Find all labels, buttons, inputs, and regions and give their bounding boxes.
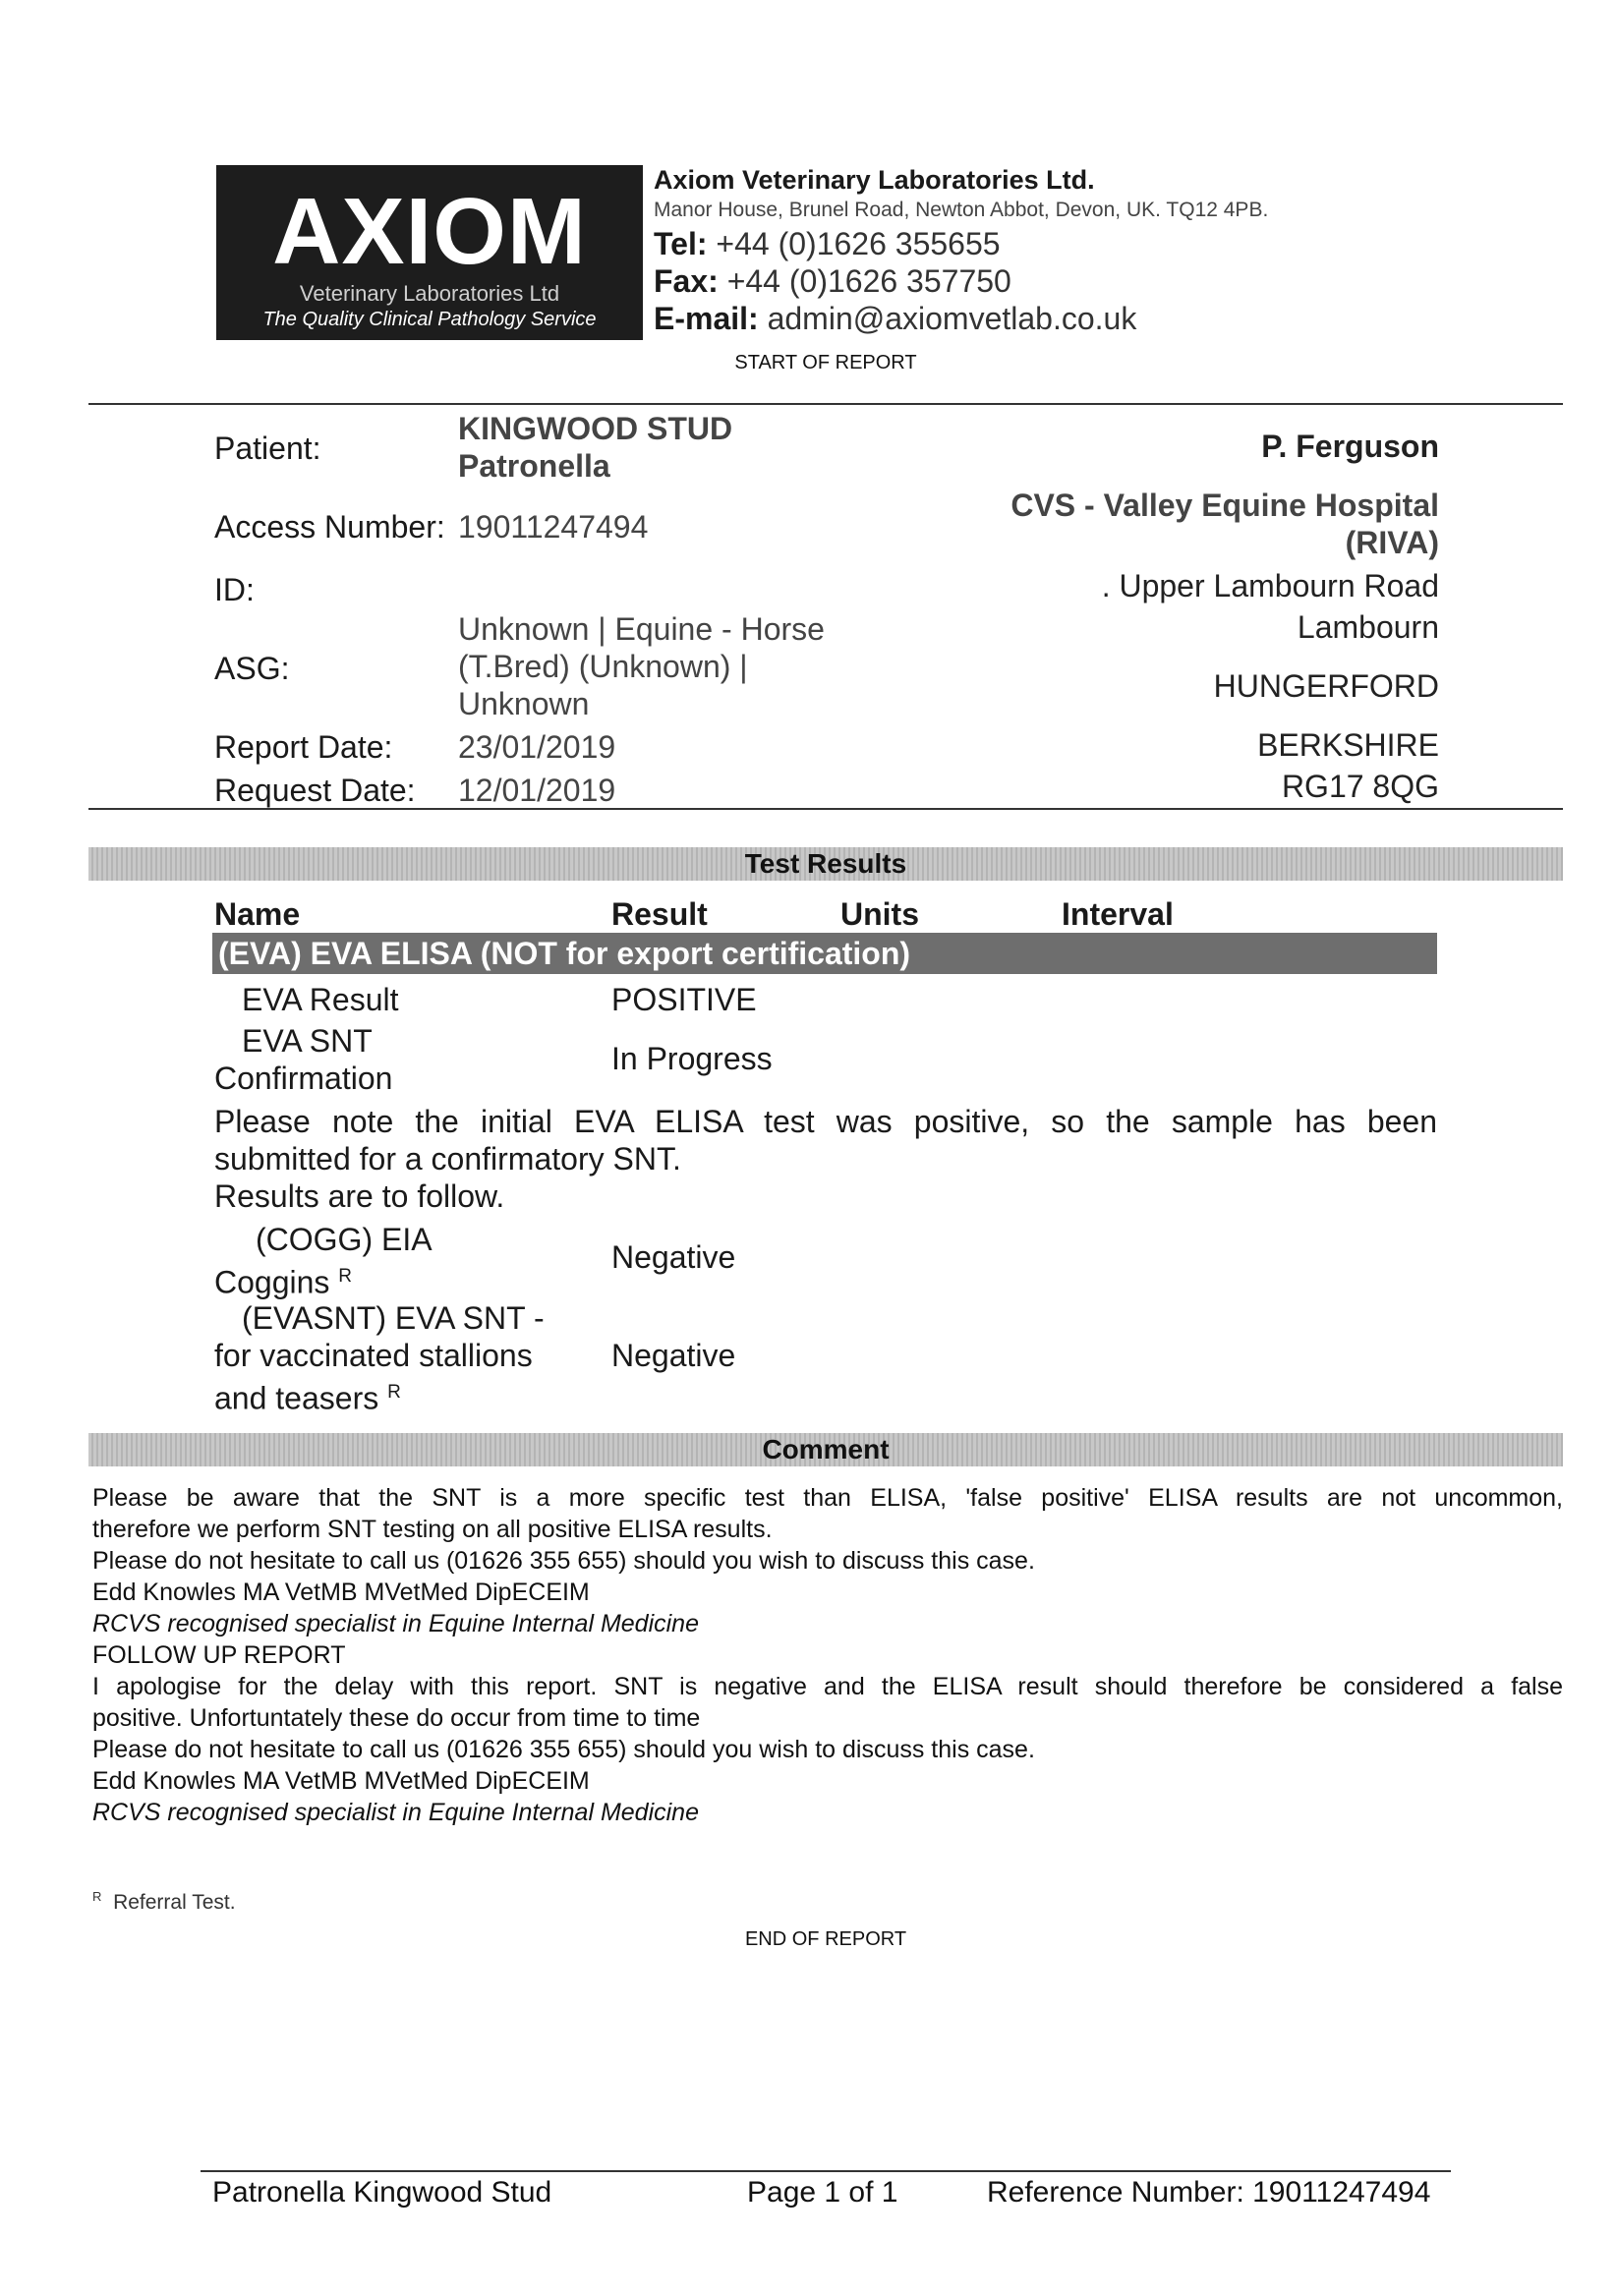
access-number-label: Access Number: xyxy=(214,509,445,545)
axiom-logo xyxy=(216,165,643,340)
snt-name-line-1: EVA SNT xyxy=(242,1023,373,1059)
referral-marker: R xyxy=(338,1266,353,1287)
end-of-report: END OF REPORT xyxy=(744,1928,907,1950)
snt-name-line-2: Confirmation xyxy=(214,1061,393,1096)
column-interval: Interval xyxy=(1062,896,1174,932)
footer-patient: Patronella Kingwood Stud xyxy=(212,2176,552,2209)
note-line-2: submitted for a confirmatory SNT. xyxy=(214,1141,681,1177)
asg-line-1: Unknown | Equine - Horse xyxy=(458,611,825,647)
header-divider xyxy=(88,403,1563,405)
comment-line-11: RCVS recognised specialist in Equine Internal Medicine xyxy=(92,1799,699,1826)
comment-line-4: Edd Knowles MA VetMB MVetMed DipECEIM xyxy=(92,1578,590,1606)
test-group-header: (EVA) EVA ELISA (NOT for export certification) xyxy=(212,933,1437,974)
report-date: 23/01/2019 xyxy=(458,729,616,765)
comment-line-6: FOLLOW UP REPORT xyxy=(92,1641,346,1669)
lab-telephone: Tel: +44 (0)1626 355655 xyxy=(654,226,1001,261)
cogg-name-line-1: (COGG) EIA xyxy=(256,1222,433,1257)
request-date-label: Request Date: xyxy=(214,773,416,808)
vet-practice-code: (RIVA) xyxy=(1345,525,1439,560)
vet-postcode: RG17 8QG xyxy=(1281,769,1439,804)
cogg-value: Negative xyxy=(611,1239,736,1275)
lab-fax: Fax: +44 (0)1626 357750 xyxy=(654,263,1011,299)
eva-result-name: EVA Result xyxy=(242,982,399,1017)
asg-line-3: Unknown xyxy=(458,686,590,721)
lab-name: Axiom Veterinary Laboratories Ltd. xyxy=(654,165,1095,195)
vet-practice: CVS - Valley Equine Hospital xyxy=(1010,488,1439,523)
patient-name: Patronella xyxy=(458,448,610,484)
column-units: Units xyxy=(840,896,919,932)
footer-divider xyxy=(201,2170,1451,2172)
vet-town: HUNGERFORD xyxy=(1213,668,1439,704)
vet-address-line-2: Lambourn xyxy=(1297,609,1439,645)
test-results-band: Test Results xyxy=(88,847,1563,881)
patient-label: Patient: xyxy=(214,430,321,466)
patient-divider xyxy=(88,808,1563,810)
referral-marker: R xyxy=(387,1382,401,1403)
comment-line-2: therefore we perform SNT testing on all positive ELISA results. xyxy=(92,1516,773,1543)
access-number: 19011247494 xyxy=(458,509,649,545)
vet-address-line-1: . Upper Lambourn Road xyxy=(1101,568,1439,603)
asg-label: ASG: xyxy=(214,651,290,686)
patient-owner: KINGWOOD STUD xyxy=(458,411,733,446)
comment-line-9: Please do not hesitate to call us (01626 355 655) should you wish to discuss this case. xyxy=(92,1736,1035,1763)
asg-line-2: (T.Bred) (Unknown) | xyxy=(458,649,748,684)
footer-page-number: Page 1 of 1 xyxy=(747,2176,898,2209)
request-date: 12/01/2019 xyxy=(458,773,616,808)
evasnt-name-line-1: (EVASNT) EVA SNT - xyxy=(242,1300,545,1336)
lab-address: Manor House, Brunel Road, Newton Abbot, Devon, UK. TQ12 4PB. xyxy=(654,199,1269,221)
comment-line-5: RCVS recognised specialist in Equine Internal Medicine xyxy=(92,1610,699,1637)
comment-line-8: positive. Unfortuntately these do occur from time to time xyxy=(92,1704,701,1732)
footer-reference: Reference Number: 19011247494 xyxy=(987,2176,1431,2209)
column-result: Result xyxy=(611,896,708,932)
logo-subtitle: Veterinary Laboratories Ltd xyxy=(299,281,560,306)
comment-band: Comment xyxy=(88,1433,1563,1466)
logo-wordmark: AXIOM xyxy=(272,179,587,284)
eva-result-value: POSITIVE xyxy=(611,982,757,1017)
comment-line-3: Please do not hesitate to call us (01626 355 655) should you wish to discuss this case. xyxy=(92,1547,1035,1575)
vet-county: BERKSHIRE xyxy=(1257,727,1439,763)
lab-email: E-mail: admin@axiomvetlab.co.uk xyxy=(654,301,1137,336)
comment-line-1: Please be aware that the SNT is a more specific test than ELISA, 'false positive' ELISA results are not uncommon, xyxy=(92,1484,1563,1512)
comment-line-7: I apologise for the delay with this report. SNT is negative and the ELISA result should therefore be considered a false xyxy=(92,1673,1563,1700)
report-date-label: Report Date: xyxy=(214,729,393,765)
referral-footnote: $^R$ Referral Test. xyxy=(92,1889,236,1914)
comment-line-10: Edd Knowles MA VetMB MVetMed DipECEIM xyxy=(92,1767,590,1795)
evasnt-value: Negative xyxy=(611,1338,736,1373)
evasnt-name-line-2: for vaccinated stallions xyxy=(214,1338,533,1373)
snt-value: In Progress xyxy=(611,1041,773,1076)
evasnt-name-line-3: and teasers $^R$ xyxy=(214,1380,401,1416)
cogg-name-line-2: Coggins $^R$ xyxy=(214,1264,353,1300)
logo-tagline: The Quality Clinical Pathology Service xyxy=(262,309,597,330)
start-of-report: START OF REPORT xyxy=(734,352,917,373)
column-name: Name xyxy=(214,896,301,932)
note-line-1: Please note the initial EVA ELISA test was positive, so the sample has been xyxy=(214,1104,1437,1139)
note-line-3: Results are to follow. xyxy=(214,1178,505,1214)
vet-name: P. Ferguson xyxy=(1261,429,1439,464)
id-label: ID: xyxy=(214,572,255,607)
